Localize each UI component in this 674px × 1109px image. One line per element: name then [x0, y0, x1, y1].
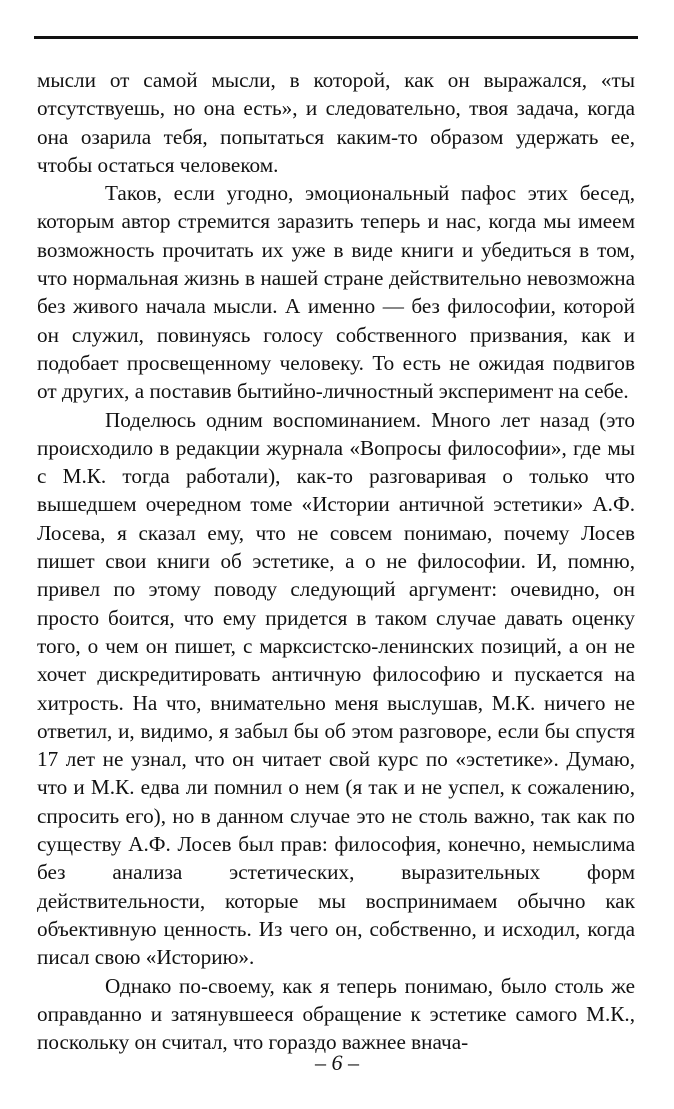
- paragraph-continuation: мысли от самой мысли, в которой, как он выражался, «ты отсутствуешь, но она есть», и следовательно, твоя задача, когда она озарила тебя, попытаться каким-то образом удержать ее, чтобы остаться человеком.: [37, 68, 635, 177]
- body-text: [37, 66, 635, 1056]
- paragraph: Таков, если угодно, эмоциональный пафос этих бесед, которым автор стремится заразить теперь и нас, когда мы имеем возможность прочитать их уже в виде книги и убедиться в том, что нормальная жизнь в нашей стране действительно невозможна без живого начала мысли. А именно — без философии, которой он служил, повинуясь голосу собственного призвания, как и подобает просвещенному человеку. То есть не ожидая подвигов от других, а поставив бытийно-личностный эксперимент на себе.: [37, 181, 635, 404]
- paragraph: Однако по-своему, как я теперь понимаю, было столь же оправданно и затянувшееся обращение к эстетике самого М.К., поскольку он считал, что гораздо важнее внача-: [37, 973, 635, 1055]
- paragraph: Поделюсь одним воспоминанием. Много лет назад (это происходило в редакции журнала «Вопросы философии», где мы с М.К. тогда работали), как-то разговаривая о только что вышедшем очередном томе «Истории античной эстетики» А.Ф. Лосева, я сказал ему, что не совсем понимаю, почему Лосев пишет свои книги об эстетике, а о не философии. И, помню, привел по этому поводу следующий аргумент: очевидно, он просто боится, что ему придется в таком случае давать оценку того, о чем он пишет, с марксистско-ленинских позиций, а он не хочет дискредитировать античную философию и пускается на хитрость. На что, внимательно меня выслушав, М.К. ничего не ответил, и, видимо, я забыл бы об этом разговоре, если бы спустя 17 лет не узнал, что он читает свой курс по «эстетике». Думаю, что и М.К. едва ли помнил о нем (я так и не успел, к сожалению, спросить его), но в данном случае это не столь важно, так как по существу А.Ф. Лосев был прав: философия, конечно, немыслима без анализа эстетических, выразительных форм действительности, которые мы воспринимаем обычно как объективную ценность. Из чего он, собственно, и исходил, когда писал свою «Историю».: [37, 407, 635, 970]
- page-number: – 6 –: [315, 1050, 359, 1075]
- header-rule: [34, 36, 638, 39]
